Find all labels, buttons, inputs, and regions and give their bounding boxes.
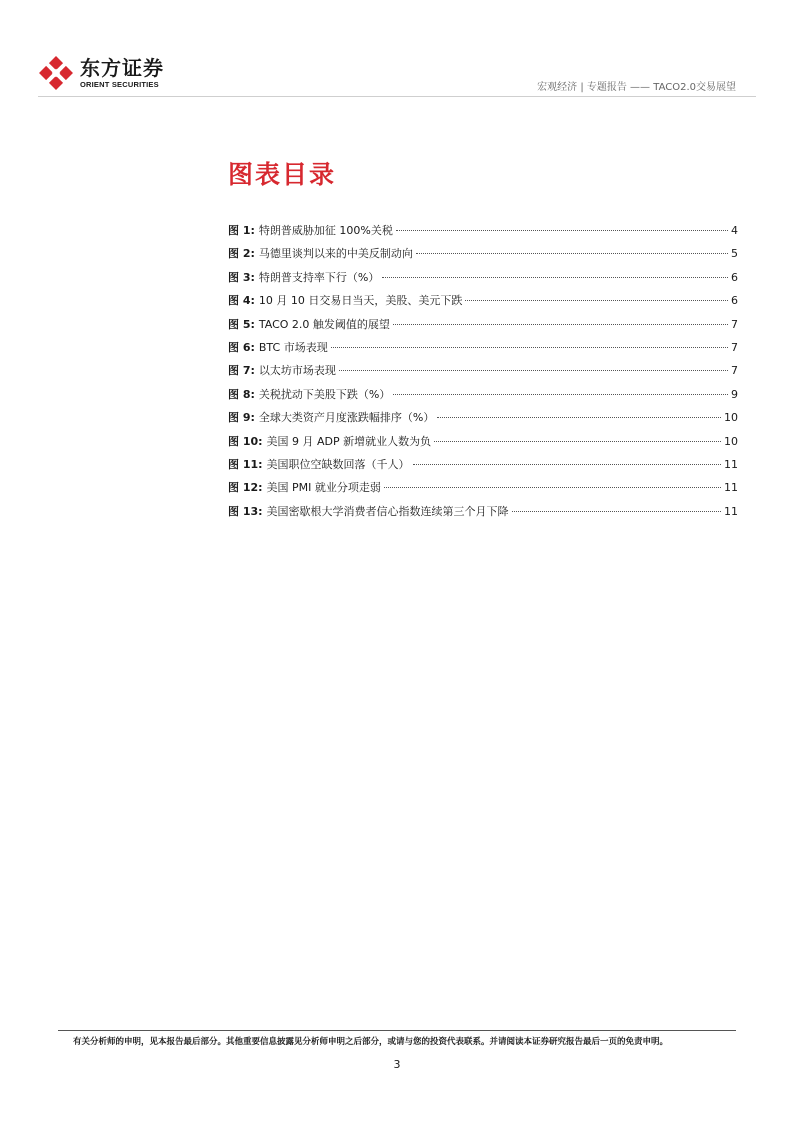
toc-item[interactable]: [228, 503, 738, 526]
toc-item-label: 图 2:: [228, 247, 255, 261]
toc-item-label: 图 3:: [228, 270, 255, 284]
toc-leader-dots: [512, 511, 721, 512]
toc-item[interactable]: [228, 433, 738, 456]
toc-item-title: 美国 PMI 就业分项走弱: [266, 481, 381, 495]
toc-item-title: TACO 2.0 触发阈值的展望: [258, 317, 390, 331]
toc-item-label: 图 6:: [228, 340, 255, 354]
toc-item[interactable]: [228, 269, 738, 292]
footer-divider: [58, 1030, 736, 1031]
toc-leader-dots: [331, 347, 728, 348]
logo-english-name: ORIENT SECURITIES: [80, 80, 159, 89]
page-number: 3: [393, 1058, 401, 1071]
toc-item-page: 7: [731, 364, 738, 378]
toc-item-page: 5: [731, 247, 738, 261]
toc-item-page: 9: [731, 387, 738, 401]
toc-item-page: 4: [731, 224, 738, 237]
toc-item-page: 11: [724, 504, 738, 518]
toc-item-title: BTC 市场表现: [258, 340, 328, 354]
toc-item-title: 美国职位空缺数回落（千人）: [266, 457, 410, 471]
toc-item-label: 图 13:: [228, 504, 263, 518]
toc-item-title: 美国 9 月 ADP 新增就业人数为负: [266, 434, 432, 448]
toc-item[interactable]: [228, 479, 738, 502]
toc-leader-dots: [465, 300, 728, 301]
toc-item-label: 图 7:: [228, 364, 255, 378]
toc-item-label: 图 4:: [228, 294, 255, 308]
toc-leader-dots: [382, 277, 728, 278]
toc-item-label: 图 11:: [228, 457, 263, 471]
toc-leader-dots: [434, 441, 721, 442]
toc-leader-dots: [384, 487, 721, 488]
toc-item-page: 11: [724, 457, 738, 471]
toc-item-title: 10 月 10 日交易日当天，美股、美元下跌: [258, 294, 463, 308]
toc-item-title: 以太坊市场表现: [258, 364, 336, 378]
toc-leader-dots: [393, 394, 728, 395]
toc-item-label: 图 8:: [228, 387, 255, 401]
toc-item-page: 7: [731, 340, 738, 354]
toc-leader-dots: [393, 324, 728, 325]
toc-item-title: 特朗普威胁加征 100%关税: [258, 224, 393, 237]
toc-item[interactable]: [228, 386, 738, 409]
toc-item-label: 图 5:: [228, 317, 255, 331]
orient-logo-icon: [38, 55, 74, 91]
toc-list: [228, 222, 738, 526]
toc-item[interactable]: [228, 339, 738, 362]
toc-item-page: 6: [731, 294, 738, 308]
toc-item[interactable]: [228, 456, 738, 479]
toc-item-page: 11: [724, 481, 738, 495]
toc-item-title: 特朗普支持率下行（%）: [258, 270, 380, 284]
footer-disclaimer: 有关分析师的申明，见本报告最后部分。其他重要信息披露见分析师申明之后部分，或请与您的投资代表联系。并请阅读本证券研究报告最后一页的免责申明。: [73, 1037, 669, 1047]
toc-item-label: 图 9:: [228, 411, 255, 425]
toc-item-page: 10: [724, 434, 738, 448]
toc-item[interactable]: [228, 292, 738, 315]
toc-item-title: 关税扰动下美股下跌（%）: [258, 387, 391, 401]
company-logo: [38, 55, 164, 91]
toc-leader-dots: [416, 253, 728, 254]
report-breadcrumb: 宏观经济 | 专题报告 —— TACO2.0交易展望: [537, 82, 736, 93]
toc-item-label: 图 1:: [228, 224, 255, 237]
toc-item-title: 全球大类资产月度涨跌幅排序（%）: [258, 411, 435, 425]
toc-item-page: 7: [731, 317, 738, 331]
toc-item-page: 10: [724, 411, 738, 425]
toc-item[interactable]: [228, 409, 738, 432]
toc-item-title: 马德里谈判以来的中美反制动向: [258, 247, 413, 261]
toc-item-label: 图 10:: [228, 434, 263, 448]
toc-leader-dots: [437, 417, 721, 418]
toc-item-page: 6: [731, 270, 738, 284]
toc-item[interactable]: [228, 222, 738, 245]
toc-leader-dots: [396, 230, 728, 231]
logo-chinese-name: 东方证券: [80, 56, 164, 80]
toc-leader-dots: [413, 464, 721, 465]
toc-item[interactable]: [228, 245, 738, 268]
toc-item-title: 美国密歇根大学消费者信心指数连续第三个月下降: [266, 504, 509, 518]
toc-item[interactable]: [228, 316, 738, 339]
toc-title: 图表目录: [228, 160, 337, 189]
header-divider: [38, 96, 756, 97]
toc-item[interactable]: [228, 362, 738, 385]
toc-item-label: 图 12:: [228, 481, 263, 495]
toc-leader-dots: [339, 370, 728, 371]
